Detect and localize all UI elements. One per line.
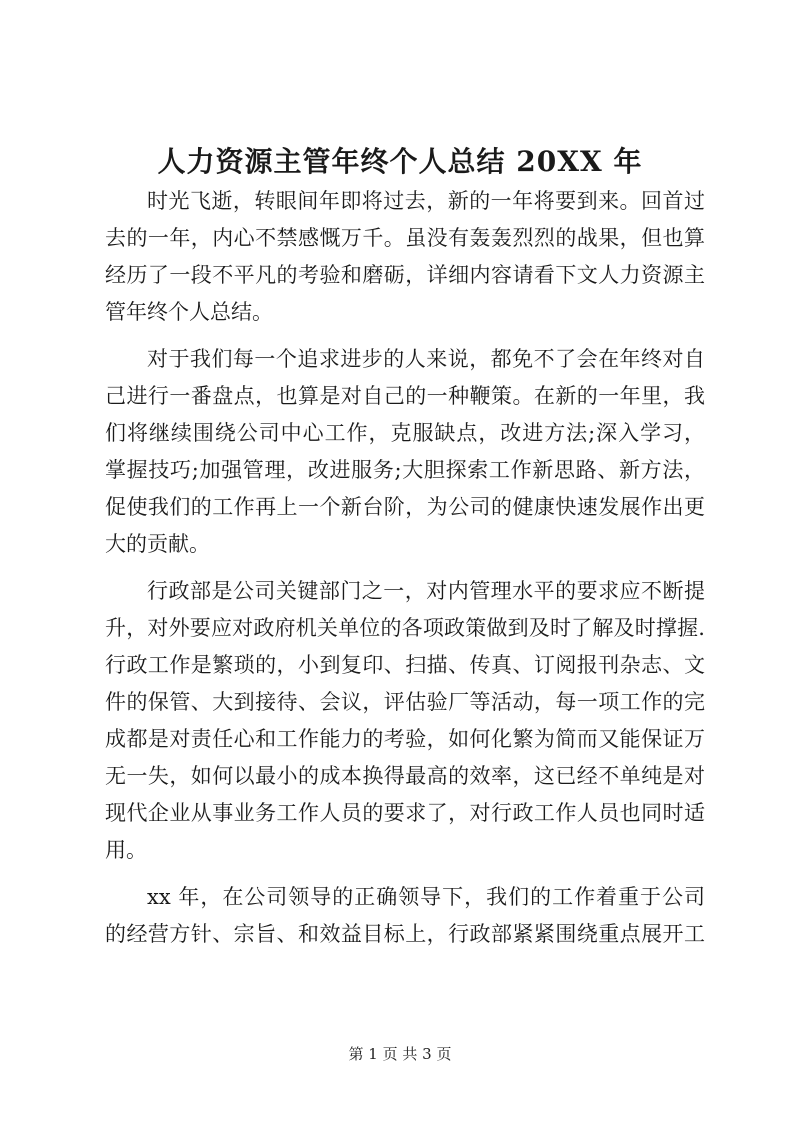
- paragraph: [105, 183, 705, 331]
- text-line: 无一失，如何以最小的成本换得最高的效率，这已经不单纯是对: [105, 764, 705, 788]
- text-line: 经历了一段不平凡的考验和磨砺，详细内容请看下文人力资源主: [105, 263, 705, 287]
- text-line: 的经营方针、宗旨、和效益目标上，行政部紧紧围绕重点展开工: [105, 922, 705, 946]
- text-line: 大的贡献。: [105, 532, 210, 556]
- document-body: [105, 183, 705, 963]
- text-line: 现代企业从事业务工作人员的要求了，对行政工作人员也同时适: [105, 801, 705, 825]
- text-line: 己进行一番盘点，也算是对自己的一种鞭策。在新的一年里，我: [105, 384, 705, 408]
- paragraph: [105, 879, 705, 953]
- text-line: 升，对外要应对政府机关单位的各项政策做到及时了解及时撑握.: [105, 616, 705, 640]
- text-line: 行政工作是繁琐的，小到复印、扫描、传真、订阅报刊杂志、文: [105, 653, 705, 677]
- page-footer: 第 1 页 共 3 页: [348, 1045, 452, 1063]
- text-line: 时光飞逝，转眼间年即将过去，新的一年将要到来。回首过: [147, 189, 705, 213]
- text-line: 用。: [105, 838, 147, 862]
- document-title: 人力资源主管年终个人总结 20XX 年: [157, 145, 643, 178]
- text-line: 管年终个人总结。: [105, 300, 273, 324]
- text-line: 成都是对责任心和工作能力的考验，如何化繁为简而又能保证万: [105, 727, 705, 751]
- paragraph: [105, 341, 705, 563]
- text-line: 对于我们每一个追求进步的人来说，都免不了会在年终对自: [147, 347, 705, 371]
- paragraph: [105, 573, 705, 869]
- text-line: 掌握技巧;加强管理，改进服务;大胆探索工作新思路、新方法，: [105, 458, 705, 482]
- text-line: 去的一年，内心不禁感慨万千。虽没有轰轰烈烈的战果，但也算: [105, 226, 705, 250]
- text-line: 促使我们的工作再上一个新台阶，为公司的健康快速发展作出更: [105, 495, 705, 519]
- text-line: 行政部是公司关键部门之一，对内管理水平的要求应不断提: [147, 579, 705, 603]
- text-line: xx 年，在公司领导的正确领导下，我们的工作着重于公司: [147, 885, 705, 909]
- text-line: 件的保管、大到接待、会议，评估验厂等活动，每一项工作的完: [105, 690, 705, 714]
- text-line: 们将继续围绕公司中心工作，克服缺点，改进方法;深入学习，: [105, 421, 705, 445]
